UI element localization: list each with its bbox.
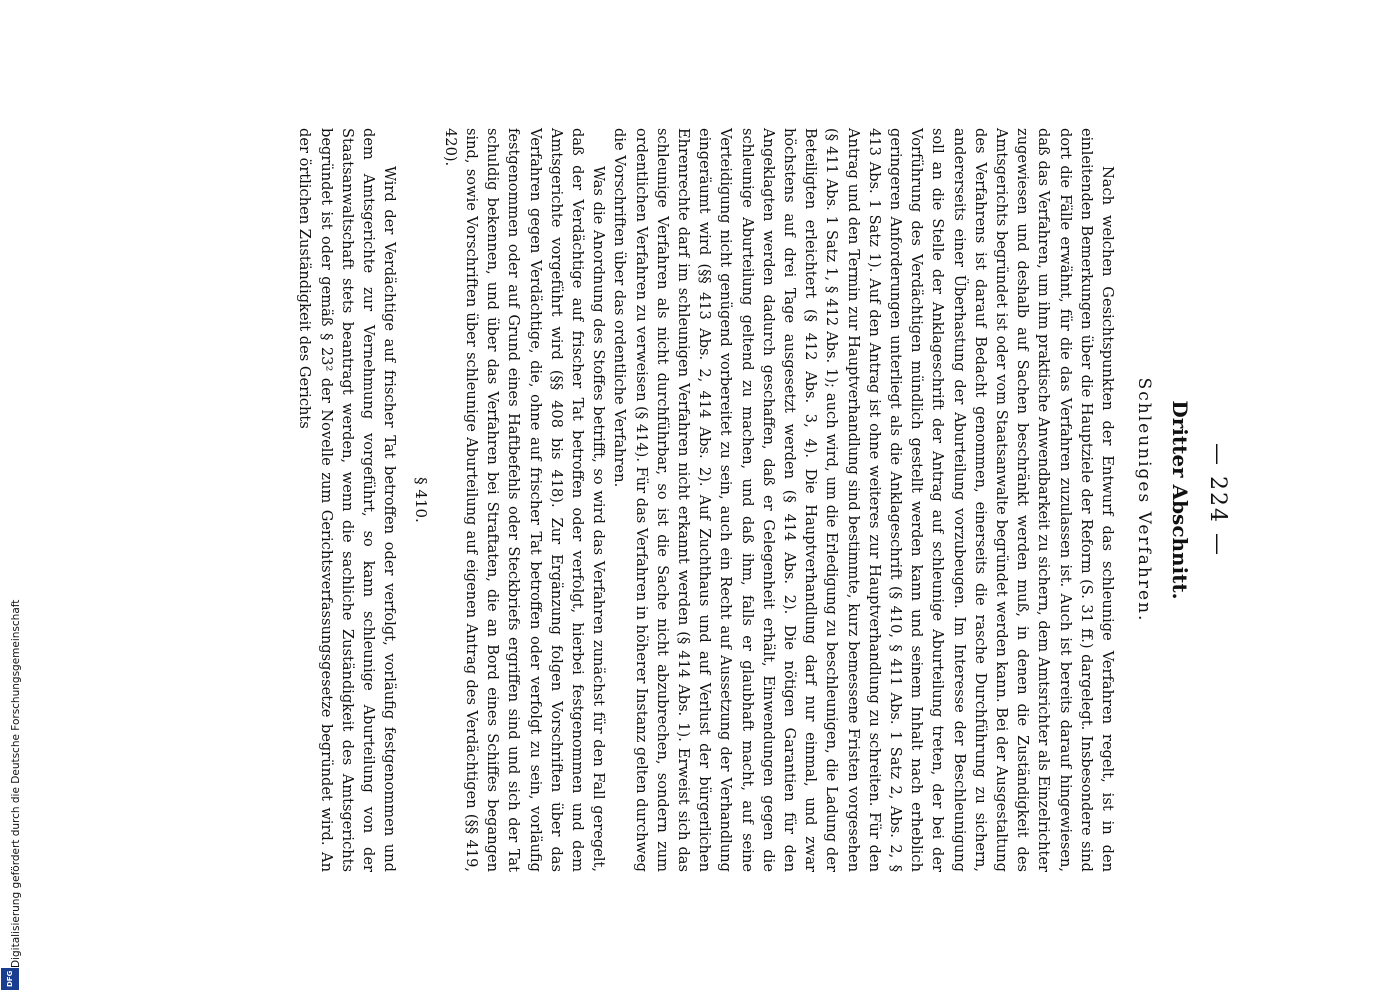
closing-paragraph: Wird der Verdächtige auf frischer Tat betroffen oder verfolgt, vorläufig festgenommen und dem Amtsgerichte zur Vernehmung vorgeführt, so kann schleunige Aburteilung von der Staatsanwaltschaft stets beantragt werden, wenn die sachliche Zuständigkeit des Amtsgerichts begründet ist oder gemäß § 23² der Novelle zum Gerichtsverfassungsgesetze begründet wird. An der örtlichen Zuständigkeit des Gerichts: [296, 128, 399, 872]
page-number: — 224 —: [1205, 443, 1230, 557]
paragraph-section-label: § 410.: [412, 477, 431, 523]
digitization-credit: Digitalisierung gefördert durch die Deutsche Forschungsgemeinschaft: [10, 599, 22, 968]
section-heading: Dritter Abschnitt.: [1168, 400, 1192, 600]
section-subheading: Schleuniges Verfahren.: [1134, 377, 1154, 623]
rotated-document-page: [140, 70, 1240, 930]
dfg-logo-icon: DFG: [1, 968, 19, 990]
body-paragraph: Nach welchen Gesichtspunkten der Entwurf das schleunige Verfahren regelt, ist in den einleitenden Bemerkungen über die Hauptziele der Reform (S. 31 ff.) dargelegt. Insbesondere sind dort die Fälle erwähnt, für die das Verfahren zuzulassen ist. Auch ist bereits darauf hingewiesen, daß das Verfahren, um ihm praktische Anwendbarkeit zu sichern, dem Amtsrichter als Einzelrichter zugewiesen und deshalb auf Sachen beschränkt werden muß, in denen die Zuständigkeit des Amtsgerichts begründet ist oder vom Staatsanwalte begründet werden kann. Bei der Ausgestaltung des Verfahrens ist darauf Bedacht genommen, einerseits die rasche Durchführung zu sichern, andererseits einer Überhastung der Aburteilung vorzubeugen. Im Interesse der Beschleunigung soll an die Stelle der Anklageschrift der Antrag auf schleunige Aburteilung treten, der bei der Vorführung des Verdächtigen mündlich gestellt werden kann und seinem Inhalt nach erheblich geringeren Anforderungen unterliegt als die Anklageschrift (§ 410, § 411 Abs. 1 Satz 2, Abs. 2, § 413 Abs. 1 Satz 1). Auf den Antrag ist ohne weiteres zur Hauptverhandlung zu schreiten. Für den Antrag und den Termin zur Hauptverhandlung sind bestimmte, kurz bemessene Fristen vorgesehen (§ 411 Abs. 1 Satz 1, § 412 Abs. 1); auch wird, um die Erledigung zu beschleunigen, die Ladung der Beteiligten erleichtert (§ 412 Abs. 3, 4). Die Hauptverhandlung darf nur einmal, und zwar höchstens auf drei Tage ausgesetzt werden (§ 414 Abs. 2). Die nötigen Garantien für den Angeklagten werden dadurch geschaffen, daß er Gelegenheit erhält, Einwendungen gegen die schleunige Aburteilung geltend zu machen, und daß ihm, falls er glaubhaft macht, auf seine Verteidigung nicht genügend vorbereitet zu sein, auch ein Recht auf Aussetzung der Verhandlung eingeräumt wird (§§ 413 Abs. 2, 414 Abs. 2). Auf Zuchthaus und auf Verlust der bürgerlichen Ehrenrechte darf im schleunigen Verfahren nicht erkannt werden (§ 414 Abs. 1). Erweist sich das schleunige Verfahren als nicht durchführbar, so ist die Sache nicht abzubrechen, sondern zum ordentlichen Verfahren zu verweisen (§ 414). Für das Verfahren in höherer Instanz gelten durchweg die Vorschriften über das ordentliche Verfahren.: [611, 128, 1116, 872]
page-body: [294, 128, 1118, 872]
body-paragraph: Was die Anordnung des Stoffes betrifft, so wird das Verfahren zunächst für den Fall geregelt, daß der Verdächtige auf frischer Tat betroffen oder verfolgt, hierbei festgenommen und dem Amtsgerichte vorgeführt wird (§§ 408 bis 418). Zur Ergänzung folgen Vorschriften über das Verfahren gegen Verdächtige, die, ohne auf frischer Tat betroffen oder verfolgt zu sein, vorläufig festgenommen oder auf Grund eines Haftbefehls oder Steckbriefs ergriffen sind und sich der Tat schuldig bekennen, und über das Verfahren bei Straftaten, die an Bord eines Schiffes begangen sind, sowie Vorschriften über schleunige Aburteilung auf eigenen Antrag des Verdächtigen (§§ 419, 420).: [441, 128, 608, 872]
